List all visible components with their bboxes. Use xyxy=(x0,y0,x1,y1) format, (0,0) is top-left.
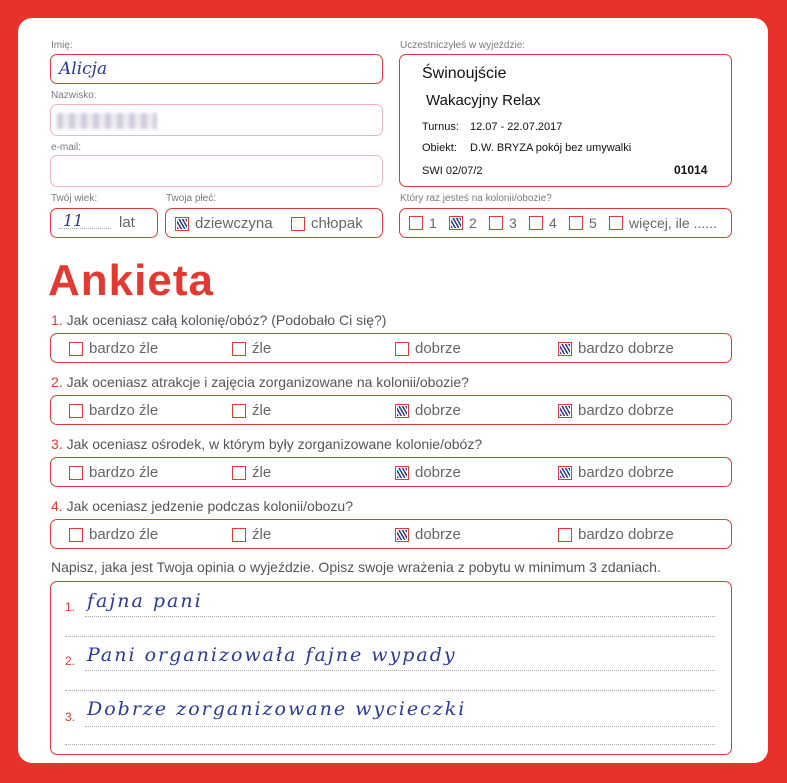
times-label: Który raz jesteś na kolonii/obozie? xyxy=(400,193,552,204)
opinion-line-2-text: Pani organizowała fajne wypady xyxy=(87,644,457,666)
male-checkbox[interactable] xyxy=(291,217,305,231)
q4-option-very-bad[interactable]: bardzo źle xyxy=(69,526,158,543)
opinion-line-2-num: 2. xyxy=(65,654,76,668)
q1-option-very-good[interactable]: bardzo dobrze xyxy=(558,340,674,357)
q2-option-very-good[interactable]: bardzo dobrze xyxy=(558,402,674,419)
times-field xyxy=(399,208,732,238)
survey-title: Ankieta xyxy=(48,256,214,305)
q3-option-very-good[interactable]: bardzo dobrze xyxy=(558,464,674,481)
participant-label: Uczestniczyłeś w wyjeździe: xyxy=(400,40,526,51)
q2-option-very-bad[interactable]: bardzo źle xyxy=(69,402,158,419)
q2-option-good[interactable]: dobrze xyxy=(395,402,461,419)
age-label: Twój wiek: xyxy=(51,193,98,204)
gender-field xyxy=(165,208,383,238)
question-3: 3. Jak oceniasz ośrodek, w którym były zorganizowane kolonie/obóz? xyxy=(51,436,483,452)
name-value: Alicja xyxy=(59,59,108,79)
age-unit: lat xyxy=(119,214,135,231)
times-option-2[interactable]: 2 xyxy=(449,215,477,231)
q3-option-very-bad[interactable]: bardzo źle xyxy=(69,464,158,481)
trip-city: Świnoujście xyxy=(422,65,507,82)
times-option-5[interactable]: 5 xyxy=(569,215,597,231)
age-value: 11 xyxy=(63,211,84,230)
times-option-4[interactable]: 4 xyxy=(529,215,557,231)
opinion-line-1-text: fajna pani xyxy=(87,590,203,612)
question-1: 1. Jak oceniasz całą kolonię/obóz? (Podobało Ci się?) xyxy=(51,312,387,328)
trip-name: Wakacyjny Relax xyxy=(426,92,541,109)
question-2-answers xyxy=(50,395,732,425)
age-field[interactable] xyxy=(50,208,158,238)
question-4-answers xyxy=(50,519,732,549)
q4-option-good[interactable]: dobrze xyxy=(395,526,461,543)
q2-option-bad[interactable]: źle xyxy=(232,402,271,419)
trip-code: SWI 02/07/2 xyxy=(422,165,483,177)
opinion-line-3-text: Dobrze zorganizowane wycieczki xyxy=(87,698,467,720)
trip-info-box xyxy=(399,54,732,187)
female-checkbox[interactable] xyxy=(175,217,189,231)
object-label: Obiekt: xyxy=(422,142,457,154)
q3-option-good[interactable]: dobrze xyxy=(395,464,461,481)
gender-female-option[interactable]: dziewczyna xyxy=(175,215,273,232)
question-3-answers xyxy=(50,457,732,487)
redacted-surname xyxy=(57,113,157,129)
q4-option-bad[interactable]: źle xyxy=(232,526,271,543)
times-option-1[interactable]: 1 xyxy=(409,215,437,231)
name-label: Imię: xyxy=(51,40,73,51)
turnus-label: Turnus: xyxy=(422,121,459,133)
times-option-3[interactable]: 3 xyxy=(489,215,517,231)
question-4: 4. Jak oceniasz jedzenie podczas kolonii/obozu? xyxy=(51,498,353,514)
opinion-field[interactable] xyxy=(50,581,732,755)
turnus-value: 12.07 - 22.07.2017 xyxy=(470,121,563,133)
survey-sheet xyxy=(18,18,768,763)
times-option-more[interactable]: więcej, ile ...... xyxy=(609,215,717,231)
surname-field[interactable] xyxy=(50,104,383,136)
gender-male-option[interactable]: chłopak xyxy=(291,215,363,232)
opinion-line-3-num: 3. xyxy=(65,710,76,724)
email-field[interactable] xyxy=(50,155,383,187)
email-label: e-mail: xyxy=(51,142,82,153)
question-2: 2. Jak oceniasz atrakcje i zajęcia zorganizowane na kolonii/obozie? xyxy=(51,374,469,390)
q3-option-bad[interactable]: źle xyxy=(232,464,271,481)
surname-label: Nazwisko: xyxy=(51,90,97,101)
question-1-answers xyxy=(50,333,732,363)
opinion-prompt: Napisz, jaka jest Twoja opinia o wyjeździe. Opisz swoje wrażenia z pobytu w minimum 3 zdaniach. xyxy=(51,559,661,575)
q1-option-very-bad[interactable]: bardzo źle xyxy=(69,340,158,357)
q1-option-good[interactable]: dobrze xyxy=(395,340,461,357)
name-field[interactable] xyxy=(50,54,383,84)
q4-option-very-good[interactable]: bardzo dobrze xyxy=(558,526,674,543)
opinion-line-1-num: 1. xyxy=(65,600,76,614)
trip-number: 01014 xyxy=(674,163,708,177)
q1-option-bad[interactable]: źle xyxy=(232,340,271,357)
object-value: D.W. BRYZA pokój bez umywalki xyxy=(470,142,632,154)
gender-label: Twoja płeć: xyxy=(166,193,217,204)
